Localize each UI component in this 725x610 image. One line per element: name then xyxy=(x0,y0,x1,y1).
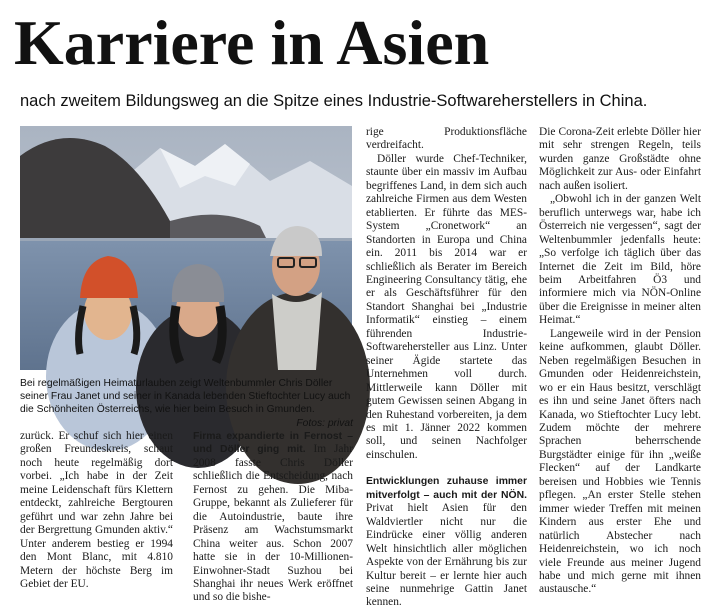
paragraph xyxy=(366,475,527,610)
paragraph: rige Produktionsfläche verdreifacht. xyxy=(366,126,527,152)
paragraph: Die Corona-Zeit erlebte Döller hier mit sehr strengen Regeln, teils wurden ganze Großstädte ohne Möglichkeit zur Aus- oder Einfahrt nach außen isoliert. xyxy=(539,126,701,192)
photo-caption xyxy=(20,377,353,430)
article-photo xyxy=(20,126,352,370)
paragraph-text: Im Jahr 2008 fasste Chris Döller schließlich die Entscheidung, nach Fernost zu gehen. Die Miba-Gruppe, bekannt als Zulieferer für die Autoindustrie, baute ihre Präsenz am Wachstumsmarkt China weiter aus. Schon 2007 hatte sie in der 10-Millionen-Einwohner-Stadt Suzhou bei Shanghai ihr neues Werk eröffnet und so die bishe- xyxy=(193,443,353,604)
paragraph: „Obwohl ich in der ganzen Welt beruflich unterwegs war, habe ich Österreich nie vergessen“, sagt der Weltenbummler jedenfalls heute: „So verfolge ich täglich über das Internet die Zeit im Bild, höre beim Arbeitfahren Ö3 und informiere mich via NÖN-Online über die Ereignisse in meiner alten Heimat.“ xyxy=(539,193,701,327)
paragraph xyxy=(193,430,353,605)
paragraph: zurück. Er schuf sich hier einen großen Freundeskreis, schaut noch heute regelmäßig dort vorbei. „Ich habe in der Zeit meine Leidenschaft fürs Klettern entdeckt, zahlreiche Bergtouren geführt und war zehn Jahre bei der Bergrettung Gmunden aktiv.“ Unter anderem bestieg er 1994 den Mont Blanc, mit 4.810 Metern der höchste Berg im Gebiet der EU. xyxy=(20,430,173,590)
photo-illustration xyxy=(20,126,352,370)
paragraph-text: Privat hielt Asien für den Waldviertler nicht nur die Eindrücke einer völlig anderen Welt hinsichtlich aller möglichen Aspekte von der Ernährung bis zur Kultur bereit – er lernte hier auch seine nunmehrige Gattin Janet kennen. xyxy=(366,502,527,609)
caption-text: Bei regelmäßigen Heimaturlauben zeigt Weltenbummler Chris Döller seiner Frau Janet und seiner in Kanada lebenden Stieftochter Lucy auch die Schönheiten Österreichs, wie hier beim Besuch in Gmunden. xyxy=(20,378,351,416)
article-headline: Karriere in Asien xyxy=(14,7,490,78)
text-column-1 xyxy=(20,430,173,591)
section-heading: Firma expandierte in Fernost – und Döller ging mit. xyxy=(193,431,353,456)
photo-credit: Fotos: privat xyxy=(296,417,353,429)
text-column-4 xyxy=(539,126,701,597)
article-subheadline: nach zweitem Bildungsweg an die Spitze eines Industrie-Softwareherstellers in China. xyxy=(20,92,648,110)
paragraph: Döller wurde Chef-Techniker, staunte über ein massiv im Aufbau begriffenes Land, in dem sich auch zahlreiche Firmen aus dem Westen etablierten. Er führte das MES-System „Cronetwork“ an Standorten in Europa und China ein. 2011 bis 2014 war er schließlich als Berater im Bereich Engineering Consultancy tätig, ehe er als Geschäftsführer für den Standort Shanghai bei „Industrie Informatik“ einstieg – einem führenden Industrie-Softwarehersteller aus Linz. Unter seiner Ägide startete das Unternehmen voll durch. Mittlerweile kann Döller mit gutem Gewissen seinen Abgang in den Ruhestand vorbereiten, ja dem es mit 1. Jänner 2022 kommen soll, und seinen Nachfolger einschulen. xyxy=(366,152,527,461)
text-column-2 xyxy=(193,430,353,605)
section-heading: Entwicklungen zuhause immer mitverfolgt – auch mit der NÖN. xyxy=(366,476,527,501)
text-column-3 xyxy=(366,126,527,610)
paragraph: Langeweile wird in der Pension keine aufkommen, glaubt Döller. Neben regelmäßigen Besuchen in Gmunden oder Heidenreichstein, wo er ein Haus besitzt, verschlägt es ihn und seine Janet öfters nach Kanada, wo Stieftochter Lucy lebt. Zudem möchte der mehrere Sprachen beherrschende Burgstädter einige für ihn „weiße Flecken“ auf der Landkarte bereisen und Hobbies wie Tennis pflegen. „An erster Stelle stehen immer wieder Treffen mit meinen Kindern aus erster Ehe und natürlich Abstecher nach Heidenreichstein, wo ich noch viele Freunde aus meiner Jugend habe und mich gerne mit ihnen austausche.“ xyxy=(539,327,701,596)
